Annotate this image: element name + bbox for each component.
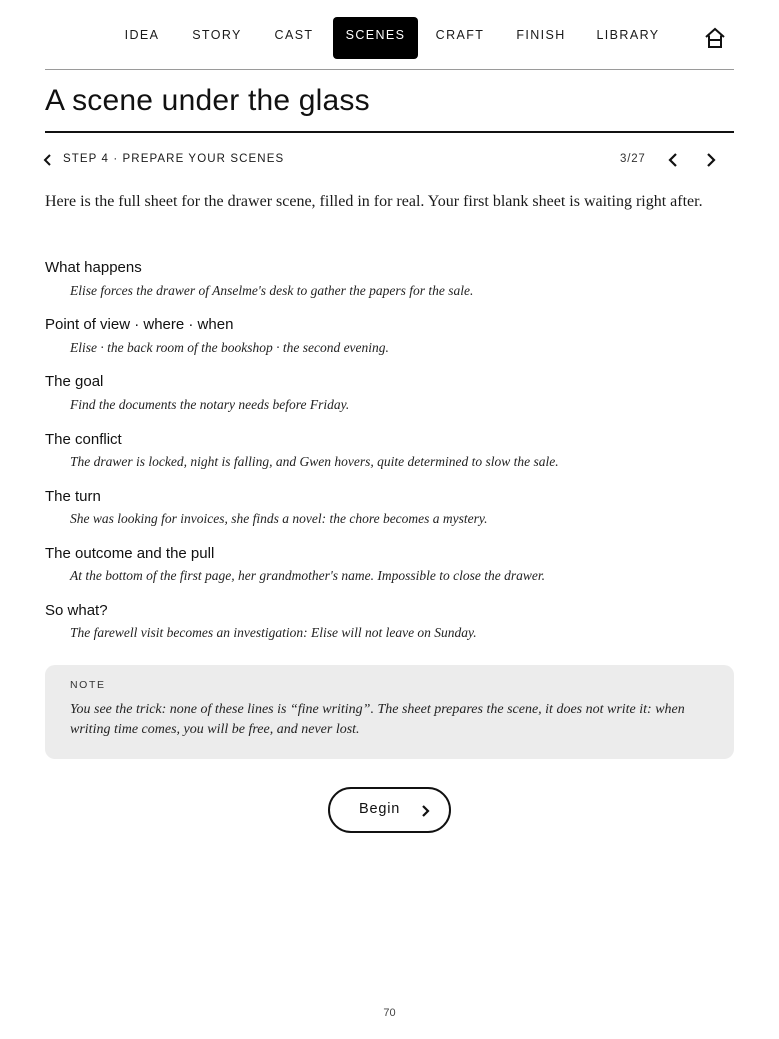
field-label-turn: The turn <box>45 488 101 505</box>
step-back-button[interactable] <box>41 152 55 168</box>
page-number: 70 <box>383 1007 396 1019</box>
note-box <box>45 665 734 759</box>
tab-library[interactable]: LIBRARY <box>596 28 660 42</box>
page-counter: 3/27 <box>620 153 646 165</box>
field-label-so-what: So what? <box>45 602 108 619</box>
field-label-goal: The goal <box>45 373 104 390</box>
field-value-so-what: The farewell visit becomes an investigation: Elise will not leave on Sunday. <box>70 625 477 640</box>
field-label-point-of-view: Point of view · where · when <box>45 316 234 333</box>
note-text: You see the trick: none of these lines is “fine writing”. The sheet prepares the scene, it does not write it: when writing time comes, you will be free, and never lost. <box>70 702 685 737</box>
field-label-conflict: The conflict <box>45 431 122 448</box>
chevron-right-icon <box>702 151 720 169</box>
chevron-right-icon <box>418 803 432 819</box>
chevron-left-icon <box>41 152 55 168</box>
home-button[interactable] <box>703 26 727 50</box>
home-icon <box>703 26 727 50</box>
nav-divider <box>45 69 734 70</box>
page-title: A scene under the glass <box>45 84 370 117</box>
field-value-point-of-view: Elise · the back room of the bookshop · the second evening. <box>70 340 389 355</box>
top-navigation <box>0 0 779 70</box>
field-value-goal: Find the documents the notary needs before Friday. <box>70 397 350 412</box>
tab-cast[interactable]: CAST <box>274 28 314 42</box>
note-label: NOTE <box>70 679 106 691</box>
field-value-turn: She was looking for invoices, she finds a novel: the chore becomes a mystery. <box>70 511 488 526</box>
tab-story[interactable]: STORY <box>192 28 242 42</box>
previous-page-button[interactable] <box>664 151 682 169</box>
title-divider <box>45 131 734 133</box>
tab-finish[interactable]: FINISH <box>516 28 566 42</box>
chevron-left-icon <box>664 151 682 169</box>
step-label: STEP 4 · PREPARE YOUR SCENES <box>63 153 285 165</box>
tab-craft[interactable]: CRAFT <box>435 28 485 42</box>
field-label-what-happens: What happens <box>45 259 142 276</box>
tab-scenes[interactable]: SCENES <box>333 17 418 59</box>
tab-idea[interactable]: IDEA <box>124 28 160 42</box>
field-value-outcome: At the bottom of the first page, her grandmother's name. Impossible to close the drawer. <box>70 568 545 583</box>
intro-text: Here is the full sheet for the drawer scene, filled in for real. Your first blank sheet is waiting right after. <box>45 193 703 210</box>
begin-button-label: Begin <box>359 801 401 817</box>
begin-button[interactable] <box>328 787 451 833</box>
field-value-what-happens: Elise forces the drawer of Anselme's desk to gather the papers for the sale. <box>70 283 474 298</box>
field-value-conflict: The drawer is locked, night is falling, and Gwen hovers, quite determined to slow the sale. <box>70 454 559 469</box>
next-page-button[interactable] <box>702 151 720 169</box>
field-label-outcome: The outcome and the pull <box>45 545 215 562</box>
